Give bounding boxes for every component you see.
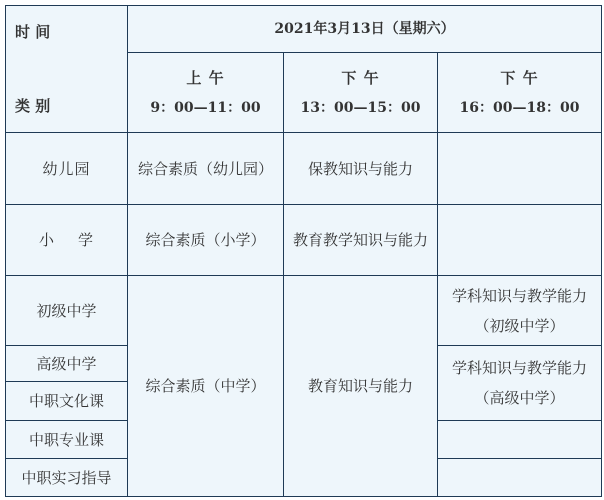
empty-cell — [438, 459, 602, 497]
slot-morning-time: 9：00—11：00 — [150, 99, 261, 116]
header-time-label: 时 间 — [15, 23, 51, 41]
header-corner-cell — [6, 6, 128, 133]
subject-primary-morning: 综合素质（小学） — [128, 205, 284, 276]
subject-kg-afternoon-1: 保教知识与能力 — [284, 133, 438, 205]
empty-cell — [438, 421, 602, 459]
category-vocational-major: 中职专业课 — [6, 421, 128, 459]
exam-date: 2021年3月13日（星期六） — [128, 6, 602, 53]
slot-afternoon-1-name: 下 午 — [341, 68, 380, 87]
category-vocational-culture: 中职文化课 — [6, 382, 128, 421]
category-senior: 高级中学 — [6, 346, 128, 382]
subject-senior-afternoon-2: 学科知识与教学能力（高级中学） — [438, 346, 602, 421]
slot-afternoon-1 — [284, 53, 438, 133]
category-junior: 初级中学 — [6, 276, 128, 346]
category-kindergarten: 幼儿园 — [6, 133, 128, 205]
slot-morning-name: 上 午 — [186, 68, 225, 87]
category-vocational-practice: 中职实习指导 — [6, 459, 128, 497]
header-category-label: 类 别 — [15, 97, 51, 115]
slot-afternoon-2 — [438, 53, 602, 133]
subject-junior-afternoon-2: 学科知识与教学能力（初级中学） — [438, 276, 602, 346]
exam-schedule-table — [5, 5, 602, 497]
subject-kg-morning: 综合素质（幼儿园） — [128, 133, 284, 205]
subject-middle-afternoon-1: 教育知识与能力 — [284, 276, 438, 497]
slot-afternoon-2-name: 下 午 — [500, 68, 539, 87]
category-primary: 小 学 — [6, 205, 128, 276]
slot-afternoon-2-time: 16：00—18：00 — [459, 99, 580, 116]
empty-cell — [438, 205, 602, 276]
empty-cell — [438, 133, 602, 205]
slot-afternoon-1-time: 13：00—15：00 — [300, 99, 421, 116]
subject-middle-morning: 综合素质（中学） — [128, 276, 284, 497]
slot-morning — [128, 53, 284, 133]
subject-primary-afternoon-1: 教育教学知识与能力 — [284, 205, 438, 276]
